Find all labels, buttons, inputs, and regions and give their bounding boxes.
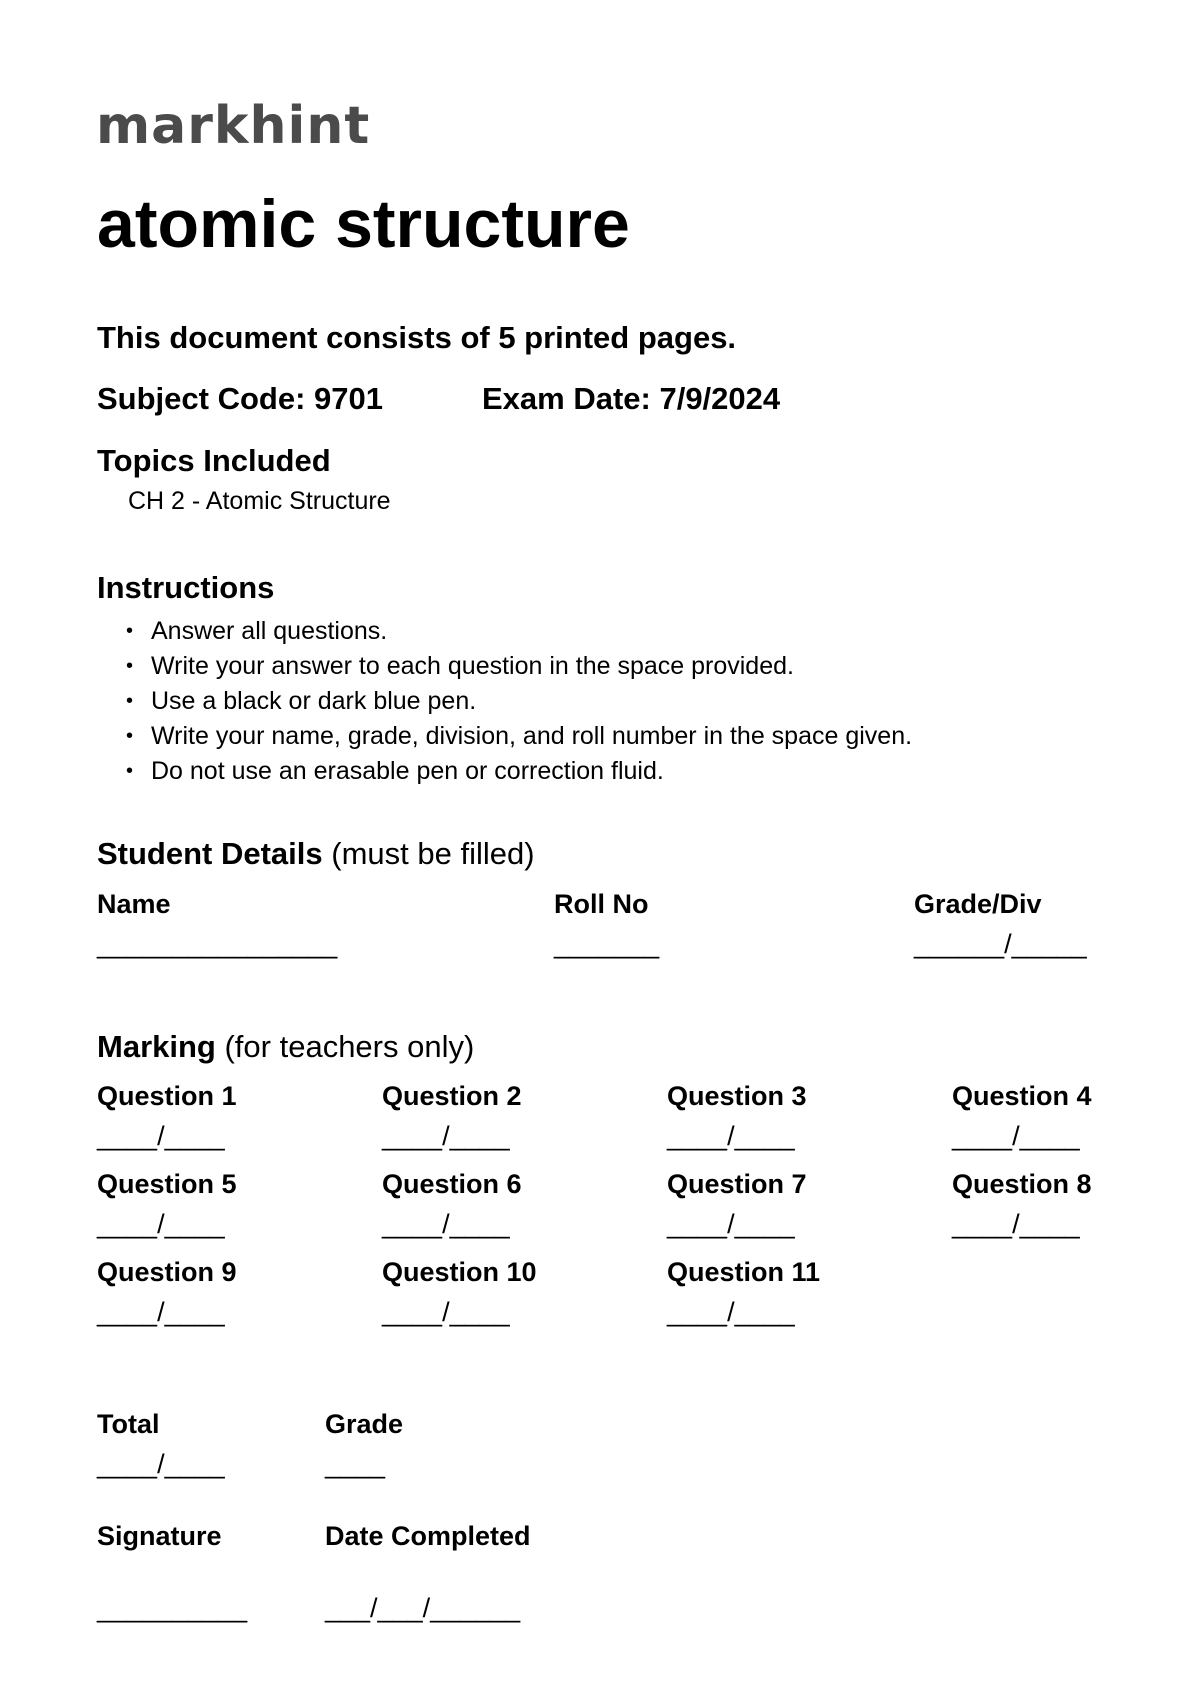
roll-no-field[interactable]: _______ <box>554 929 660 959</box>
question-3-label: Question 3 <box>667 1081 807 1111</box>
question-11-score[interactable]: ____/____ <box>667 1297 795 1327</box>
question-8-label: Question 8 <box>952 1169 1092 1199</box>
brand-logo: markhint <box>96 96 371 156</box>
instruction-item: • Write your answer to each question in the space provided. <box>100 649 912 684</box>
instructions-list <box>100 614 912 789</box>
student-details-title: Student Details <box>97 836 323 871</box>
instruction-item: • Write your name, grade, division, and roll number in the space given. <box>100 719 912 754</box>
date-completed-field[interactable]: ___/___/______ <box>325 1593 521 1623</box>
grade-div-field[interactable]: ______/_____ <box>914 929 1087 959</box>
question-2-label: Question 2 <box>382 1081 522 1111</box>
question-7-label: Question 7 <box>667 1169 807 1199</box>
question-2-score[interactable]: ____/____ <box>382 1121 510 1151</box>
total-label: Total <box>97 1409 160 1439</box>
question-4-label: Question 4 <box>952 1081 1092 1111</box>
total-field[interactable]: ____/____ <box>97 1449 225 1479</box>
question-10-score[interactable]: ____/____ <box>382 1297 510 1327</box>
document-title: atomic structure <box>97 186 630 262</box>
question-8-score[interactable]: ____/____ <box>952 1209 1080 1239</box>
subject-code: Subject Code: 9701 <box>97 381 383 416</box>
marking-heading <box>97 1031 474 1062</box>
marking-title: Marking <box>97 1029 216 1064</box>
name-label: Name <box>97 889 171 919</box>
marking-note: (for teachers only) <box>224 1029 475 1064</box>
roll-no-label: Roll No <box>554 889 649 919</box>
question-6-score[interactable]: ____/____ <box>382 1209 510 1239</box>
question-5-label: Question 5 <box>97 1169 237 1199</box>
signature-field[interactable]: __________ <box>97 1593 248 1623</box>
question-1-score[interactable]: ____/____ <box>97 1121 225 1151</box>
instruction-item: • Do not use an erasable pen or correction fluid. <box>100 754 912 789</box>
name-field[interactable]: ________________ <box>97 929 338 959</box>
instruction-item: • Use a black or dark blue pen. <box>100 684 912 719</box>
question-11-label: Question 11 <box>667 1257 821 1287</box>
question-7-score[interactable]: ____/____ <box>667 1209 795 1239</box>
topic-item: CH 2 - Atomic Structure <box>128 487 391 515</box>
student-details-note: (must be filled) <box>331 836 535 871</box>
grade-div-label: Grade/Div <box>914 889 1042 919</box>
grade-label: Grade <box>325 1409 404 1439</box>
question-3-score[interactable]: ____/____ <box>667 1121 795 1151</box>
question-5-score[interactable]: ____/____ <box>97 1209 225 1239</box>
student-details-heading <box>97 838 535 869</box>
instructions-heading: Instructions <box>97 570 275 605</box>
grade-field[interactable]: ____ <box>325 1449 386 1479</box>
topics-heading: Topics Included <box>97 443 331 478</box>
instruction-item: • Answer all questions. <box>100 614 912 649</box>
exam-date: Exam Date: 7/9/2024 <box>482 381 781 416</box>
page-count-note: This document consists of 5 printed pages. <box>97 320 737 355</box>
question-9-score[interactable]: ____/____ <box>97 1297 225 1327</box>
question-1-label: Question 1 <box>97 1081 237 1111</box>
question-9-label: Question 9 <box>97 1257 237 1287</box>
question-6-label: Question 6 <box>382 1169 522 1199</box>
question-10-label: Question 10 <box>382 1257 537 1287</box>
date-completed-label: Date Completed <box>325 1521 531 1551</box>
question-4-score[interactable]: ____/____ <box>952 1121 1080 1151</box>
signature-label: Signature <box>97 1521 222 1551</box>
